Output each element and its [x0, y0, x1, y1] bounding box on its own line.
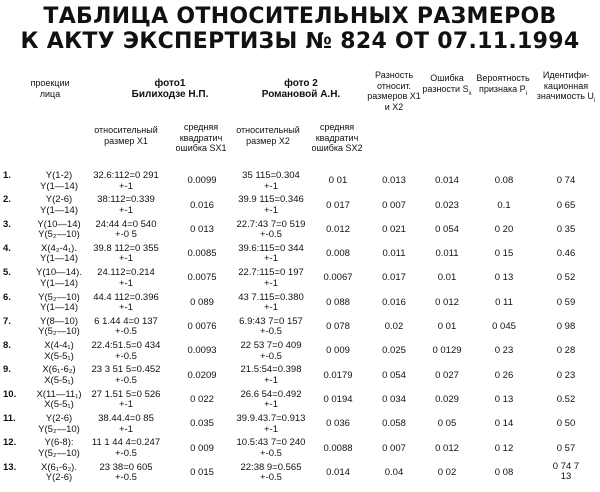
document-title-line1: ТАБЛИЦА ОТНОСИТЕЛЬНЫХ РАЗМЕРОВ [43, 4, 557, 29]
ident-value: 0.46 [556, 248, 576, 260]
x1-tolerance: +-1 [119, 180, 133, 192]
header-err-diff [422, 73, 472, 99]
header-ident [536, 70, 596, 106]
header-prob-text: Вероятность признака P [476, 73, 530, 94]
sx1-value: 0 089 [190, 296, 214, 308]
sx1-value: 0 022 [190, 393, 214, 405]
x2-tolerance: +-0.5 [260, 447, 282, 459]
projection-line2: X(5-5₁) [44, 374, 74, 386]
prob-value: 0.1 [497, 199, 511, 211]
prob-value: 0 14 [494, 418, 514, 430]
projection-line2: Y(1—14) [39, 204, 78, 216]
projection-line1: X(11—11₁) [36, 388, 82, 400]
prob-value: 0 13 [494, 393, 514, 405]
prob-value: 0 11 [495, 296, 513, 308]
sx2-value: 0.0179 [323, 369, 353, 381]
diff-value: 0.025 [382, 345, 406, 357]
sx1-value: 0.0099 [187, 175, 217, 187]
x1-value: 27 1.51 5=0 526 [91, 388, 161, 400]
header-ident-sub: i [593, 97, 596, 104]
header-diff: Разность относит. размеров X1 и X2 [367, 70, 421, 112]
sx1-value: 0.0093 [187, 345, 217, 357]
ident-value: 0 57 [556, 442, 576, 454]
header-foto2-title: фото 2 [284, 78, 318, 89]
diff-value: 0.058 [382, 418, 406, 430]
x1-value: 24.112=0.214 [97, 267, 155, 279]
sx1-value: 0 0076 [187, 321, 217, 333]
row-number: 10. [3, 388, 17, 400]
sx2-value: 0 036 [326, 418, 350, 430]
x2-value: 39.6:115=0 344 [238, 242, 304, 254]
document-title-line2: К АКТУ ЭКСПЕРТИЗЫ № 824 ОТ 07.11.1994 [20, 29, 580, 54]
x1-tolerance: +-0.5 [115, 326, 137, 338]
ident-value: 0 59 [556, 296, 576, 308]
row-number: 2. [3, 194, 11, 206]
sx1-value: 0.0075 [187, 272, 217, 284]
err-diff-value: 0 012 [435, 296, 459, 308]
projection-line2: Y(5₂—10) [38, 423, 80, 435]
diff-value: 0.011 [382, 248, 406, 260]
header-projections: проекции лица [30, 78, 70, 99]
diff-value: 0.016 [382, 296, 406, 308]
row-number: 4. [3, 242, 11, 254]
err-diff-value: 0 054 [435, 223, 459, 235]
x2-tolerance: +-1 [264, 399, 278, 411]
x2-value: 22:38 9=0.565 [240, 461, 302, 473]
x1-tolerance: +-1 [119, 302, 133, 313]
header-err-diff-sub: x [468, 90, 472, 97]
x2-tolerance: +-1 [264, 423, 278, 435]
x1-value: 23 38=0 605 [99, 461, 153, 473]
projection-line1: Y(2-6) [45, 194, 73, 206]
header-prob [470, 73, 536, 99]
sx2-value: 0 0194 [323, 393, 353, 405]
projection-line1: X(4₂-4₁). [41, 242, 77, 254]
header-foto1-name: Билиходзе Н.П. [131, 89, 209, 100]
prob-value: 0 23 [494, 345, 514, 357]
row-number: 9. [3, 364, 11, 376]
diff-value: 0 007 [382, 199, 406, 211]
x1-tolerance: +-1 [119, 399, 133, 411]
diff-value: 0.02 [384, 321, 404, 333]
header-prob-sub: i [525, 90, 527, 97]
prob-value: 0 20 [494, 223, 514, 235]
ident-value: 0 52 [556, 272, 576, 284]
diff-value: 0 054 [382, 369, 406, 381]
projection-line2: Y(1—14) [39, 180, 78, 192]
x1-tolerance: +-1 [119, 423, 133, 435]
x2-value: 6.9:43 7=0 157 [239, 315, 303, 327]
sx2-value: 0.008 [326, 248, 350, 260]
prob-value: 0 12 [494, 442, 514, 454]
x1-value: 38.44.4=0 85 [98, 413, 154, 424]
x1-tolerance: +-0 5 [115, 229, 137, 241]
err-diff-value: 0.023 [435, 199, 459, 211]
sx1-value: 0.035 [190, 418, 214, 430]
row-number: 13. [3, 461, 17, 473]
x2-value: 39.9.43.7=0.913 [236, 413, 306, 424]
x2-value: 10.5:43 7=0 240 [236, 437, 306, 449]
sx2-value: 0 088 [326, 296, 350, 308]
x1-value: 32.6:112=0 291 [93, 170, 159, 181]
header-x1: относительный размер X1 [94, 125, 158, 146]
err-diff-value: 0 02 [437, 466, 457, 478]
ident-value: 0 50 [556, 418, 576, 430]
prob-value: 0 08 [494, 466, 514, 478]
diff-value: 0 007 [382, 442, 406, 454]
x2-tolerance: +-1 [264, 180, 278, 192]
header-err-diff-text: Ошибка разности S [422, 73, 469, 94]
x1-tolerance: +-0.5 [115, 350, 137, 362]
sx2-value: 0 009 [326, 345, 350, 357]
row-number: 11. [3, 413, 16, 424]
row-number: 3. [3, 218, 11, 230]
x2-value: 22.7:43 7=0 519 [236, 218, 306, 230]
x2-value: 22 53 7=0 409 [240, 340, 302, 352]
row-number: 1. [3, 170, 11, 181]
err-diff-value: 0.011 [435, 248, 459, 260]
projection-line1: Y(8—10) [39, 315, 78, 327]
projection-line2: Y(1—14) [39, 253, 78, 265]
projection-line1: Y(10—14) [37, 218, 81, 230]
projection-line1: Y(1-2) [45, 170, 73, 181]
err-diff-value: 0.01 [437, 272, 457, 284]
x1-tolerance: +-0.5 [115, 472, 137, 484]
projection-line2: X(5-5₁) [44, 399, 74, 411]
diff-value: 0.017 [382, 272, 406, 284]
diff-value: 0 034 [382, 393, 406, 405]
sx1-value: 0 013 [190, 223, 214, 235]
err-diff-value: 0 027 [435, 369, 459, 381]
header-foto1-title: фото1 [154, 78, 186, 89]
ident-value: 0 23 [556, 369, 576, 381]
diff-value: 0.013 [382, 175, 406, 187]
sx1-value: 0.016 [190, 199, 214, 211]
projection-line2: Y(1—14) [39, 277, 78, 289]
sx2-value: 0.0088 [323, 442, 353, 454]
ident-value: 0 28 [556, 345, 576, 357]
sx1-value: 0.0085 [187, 248, 217, 260]
prob-value: 0 13 [494, 272, 514, 284]
x2-value: 35 115=0.304 [242, 170, 300, 181]
projection-line1: X(6₁-6₂). [41, 461, 77, 473]
row-number: 6. [3, 291, 11, 303]
sx2-value: 0.012 [326, 223, 350, 235]
projection-line2: Y(5₂—10) [38, 447, 80, 459]
x1-value: 22.4:51.5=0 434 [91, 340, 161, 352]
x2-value: 39.9 115=0.346 [238, 194, 304, 206]
diff-value: 0.04 [384, 466, 404, 478]
sx2-value: 0 017 [326, 199, 350, 211]
sx1-value: 0 009 [190, 442, 214, 454]
x1-tolerance: +-1 [119, 204, 133, 216]
x1-value: 24:44 4=0 540 [95, 218, 157, 230]
x2-tolerance: +-0.5 [260, 472, 282, 484]
row-number: 12. [3, 437, 17, 449]
sx1-value: 0 015 [190, 466, 214, 478]
err-diff-value: 0.014 [435, 175, 459, 187]
projection-line2: Y(1—14) [39, 302, 78, 313]
header-ident-text: Идентифи-кационная значимость U [536, 70, 594, 101]
x1-value: 23 3 51 5=0.452 [91, 364, 161, 376]
x2-tolerance: +-1 [264, 374, 278, 386]
prob-value: 0 045 [492, 321, 516, 333]
sx2-value: 0.014 [326, 466, 350, 478]
ident-value: 0 98 [556, 321, 576, 333]
sx1-value: 0.0209 [187, 369, 217, 381]
prob-value: 0 26 [494, 369, 514, 381]
header-foto2-name: Романовой А.Н. [261, 89, 341, 100]
x2-value: 21.5:54=0.398 [240, 364, 302, 376]
prob-value: 0 15 [494, 248, 514, 260]
ident-value: 0.52 [556, 393, 576, 405]
err-diff-value: 0 05 [437, 418, 457, 430]
sx2-value: 0 078 [326, 321, 350, 333]
x2-tolerance: +-1 [264, 204, 278, 216]
x2-value: 43 7.115=0.380 [238, 291, 304, 303]
projection-line2: Y(2-6) [45, 472, 73, 484]
projection-line2: Y(5₂—10) [38, 229, 80, 241]
header-sx1: средняя квадратич ошибка SX1 [175, 122, 227, 153]
projection-line1: Y(5₂—10) [38, 291, 80, 303]
sx2-value: 0.0067 [323, 272, 353, 284]
ident-value: 0 74 7 13 [552, 460, 580, 482]
x1-value: 6 1.44 4=0 137 [94, 315, 158, 327]
ident-value: 0 35 [556, 223, 576, 235]
header-x2: относительный размер X2 [236, 125, 300, 146]
row-number: 7. [3, 315, 11, 327]
sx2-value: 0 01 [328, 175, 348, 187]
x1-tolerance: +-1 [119, 253, 133, 265]
x2-tolerance: +-1 [264, 253, 278, 265]
x2-tolerance: +-1 [264, 302, 278, 313]
row-number: 5. [3, 267, 11, 279]
x1-tolerance: +-0.5 [115, 447, 137, 459]
x1-value: 11 1 44 4=0.247 [91, 437, 161, 449]
x1-value: 38:112=0.339 [97, 194, 155, 206]
projection-line1: X(6₁-6₂) [42, 364, 76, 376]
x2-value: 26.6 54=0.492 [240, 388, 302, 400]
x2-tolerance: +-0.5 [260, 326, 282, 338]
projection-line1: Y(10—14). [36, 267, 82, 279]
x1-value: 44.4 112=0.396 [93, 291, 159, 303]
diff-value: 0 021 [382, 223, 406, 235]
x1-value: 39.8 112=0 355 [93, 242, 159, 254]
x1-tolerance: +-0.5 [115, 374, 137, 386]
x2-tolerance: +-0.5 [260, 350, 282, 362]
err-diff-value: 0 012 [435, 442, 459, 454]
prob-value: 0.08 [494, 175, 514, 187]
header-sx2: средняя квадратич ошибка SX2 [311, 122, 363, 153]
ident-value: 0 74 [556, 175, 576, 187]
projection-line1: X(4-4₁) [44, 340, 74, 352]
x2-tolerance: +-1 [264, 277, 278, 289]
x2-value: 22.7:115=0 197 [238, 267, 304, 279]
err-diff-value: 0 01 [437, 321, 457, 333]
x1-tolerance: +-1 [119, 277, 133, 289]
err-diff-value: 0.029 [435, 393, 459, 405]
row-number: 8. [3, 340, 11, 352]
projection-line1: Y(2-6) [45, 413, 73, 424]
projection-line2: X(5-5₁) [44, 350, 74, 362]
x2-tolerance: +-0.5 [260, 229, 282, 241]
err-diff-value: 0 0129 [432, 345, 462, 357]
ident-value: 0 65 [556, 199, 576, 211]
projection-line1: Y(6-8): [44, 437, 74, 449]
projection-line2: Y(5₂—10) [38, 326, 80, 338]
